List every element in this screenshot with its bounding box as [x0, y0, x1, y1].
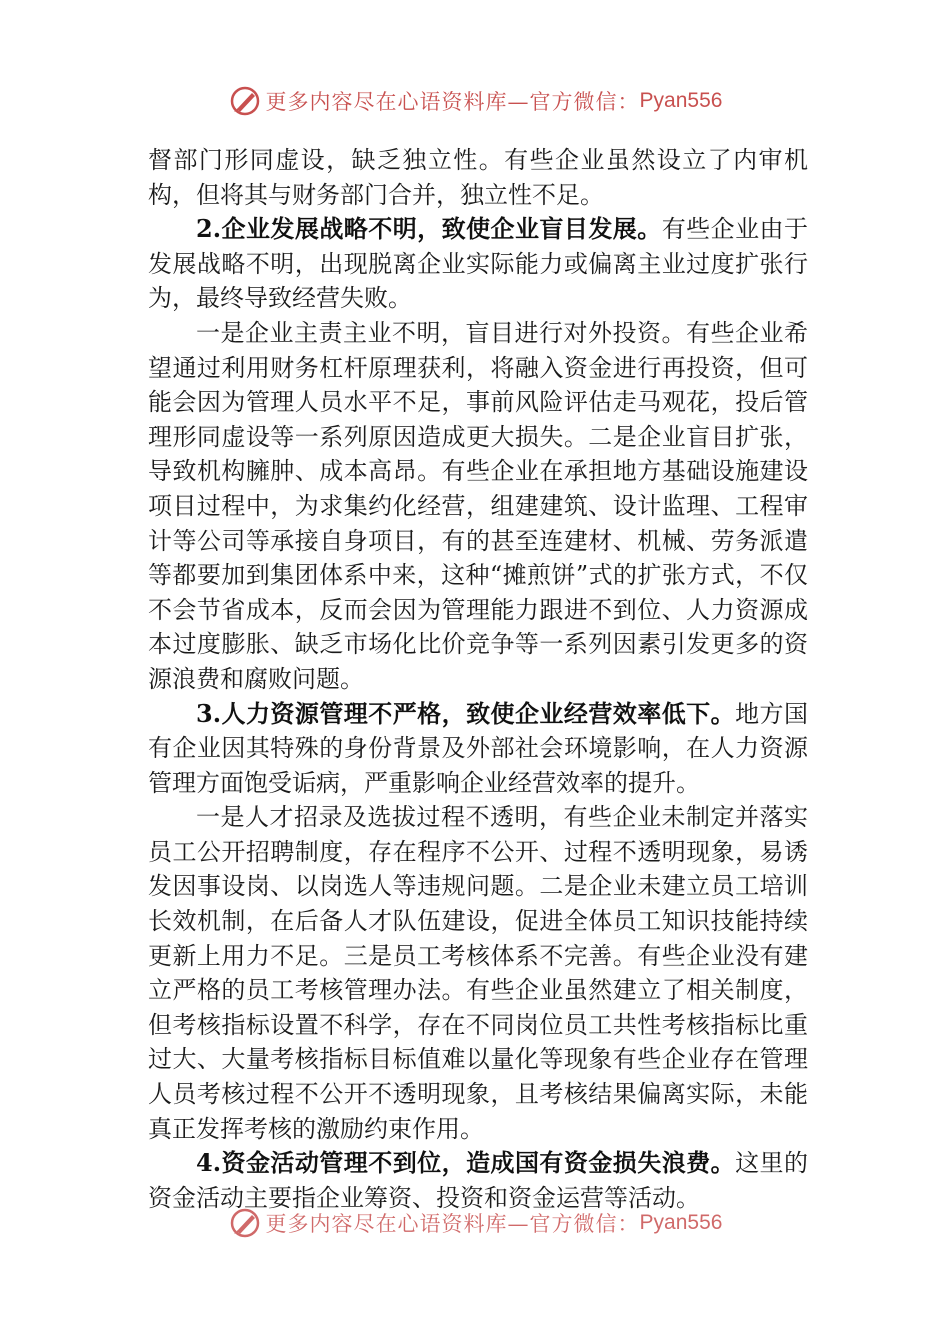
paragraph-2 [148, 212, 808, 316]
watermark-text: 更多内容尽在心语资料库—官方微信： [265, 90, 640, 114]
paragraph-text: 一是企业主责主业不明，盲目进行对外投资。有些企业希望通过利用财务杠杆原理获利，将融入资金进行再投资，但可能会因为管理人员水平不足，事前风险评估走马观花，投后管理形同虚设等一系列原因造成更大损失。二是企业盲目扩张，导致机构臃肿、成本高昂。有些企业在承担地方基础设施建设项目过程中，为求集约化经营，组建建筑、设计监理、工程审计等公司等承接自身项目，有的甚至连建材、机械、劳务派遣等都要加到集团体系中来，这种“摊煎饼”式的扩张方式，不仅不会节省成本，反而会因为管理能力跟进不到位、人力资源成本过度膨胀、缺乏市场化比价竞争等一系列因素引发更多的资源浪费和腐败问题。 [148, 318, 808, 693]
watermark-header [0, 84, 950, 118]
watermark-text: 更多内容尽在心语资料库—官方微信： [265, 1212, 640, 1236]
watermark-footer [0, 1206, 950, 1240]
paragraph-5 [148, 800, 808, 1146]
paragraph-text: 督部门形同虚设，缺乏独立性。有些企业虽然设立了内审机构，但将其与财务部门合并，独立性不足。 [148, 146, 808, 209]
paragraph-text: 有些企业由于发展战略不明，出现脱离企业实际能力或偏离主业过度扩张行为，最终导致经营失败。 [148, 215, 808, 313]
paragraph-text: 这里的资金活动主要指企业筹资、投资和资金运营等活动。 [148, 1149, 809, 1212]
document-body [148, 143, 808, 1215]
section-heading-4: 4.资金活动管理不到位，造成国有资金损失浪费。 [196, 1148, 736, 1178]
watermark-id: Pyan556 [639, 1211, 723, 1234]
pen-logo-icon [228, 1206, 262, 1240]
section-heading-3: 3.人力资源管理不严格，致使企业经营效率低下。 [196, 698, 736, 728]
paragraph-4 [148, 697, 808, 801]
section-heading-2: 2.企业发展战略不明，致使企业盲目发展。 [196, 214, 662, 244]
paragraph-text: 一是人才招录及选拔过程不透明，有些企业未制定并落实员工公开招聘制度，存在程序不公开、过程不透明现象，易诱发因事设岗、以岗选人等违规问题。二是企业未建立员工培训长效机制，在后备人才队伍建设，促进全体员工知识技能持续更新上用力不足。三是员工考核体系不完善。有些企业没有建立严格的员工考核管理办法。有些企业虽然建立了相关制度，但考核指标设置不科学，存在不同岗位员工共性考核指标比重过大、大量考核指标目标值难以量化等现象有些企业存在管理人员考核过程不公开不透明现象，且考核结果偏离实际，未能真正发挥考核的激励约束作用。 [148, 803, 808, 1143]
paragraph-text: 地方国有企业因其特殊的身份背景及外部社会环境影响，在人力资源管理方面饱受诟病，严重影响企业经营效率的提升。 [148, 699, 809, 797]
paragraph-1 [148, 143, 808, 212]
pen-logo-icon [228, 84, 262, 118]
paragraph-3 [148, 316, 808, 697]
watermark-id: Pyan556 [639, 89, 723, 112]
